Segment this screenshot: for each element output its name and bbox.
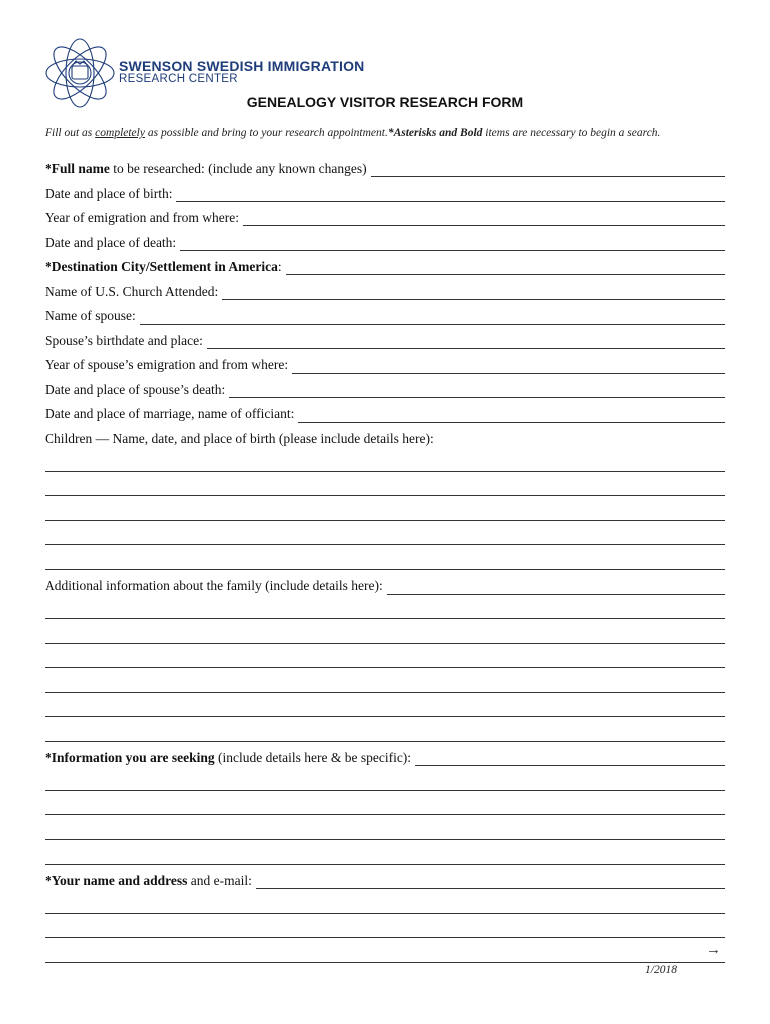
additional-line[interactable] (45, 623, 725, 648)
seeking-field (45, 746, 725, 771)
org-name: SWENSON SWEDISH IMMIGRATION (119, 58, 365, 74)
emigration-field (45, 206, 725, 231)
children-label: Children — Name, date, and place of birth (please include details here): (45, 431, 434, 447)
spouse-label: Name of spouse: (45, 308, 136, 324)
destination-input-line[interactable] (286, 259, 725, 275)
spouse-field (45, 304, 725, 329)
emigration-label: Year of emigration and from where: (45, 210, 239, 226)
seeking-line[interactable] (45, 844, 725, 869)
additional-line[interactable] (45, 672, 725, 697)
marriage-field (45, 402, 725, 427)
additional-line[interactable] (45, 599, 725, 624)
death-input-line[interactable] (180, 235, 725, 251)
church-field (45, 280, 725, 305)
additional-label: Additional information about the family (include details here): (45, 578, 383, 594)
destination-field (45, 255, 725, 280)
spouse-birth-label: Spouse’s birthdate and place: (45, 332, 203, 348)
birth-label: Date and place of birth: (45, 185, 173, 201)
death-field (45, 231, 725, 256)
spouse-death-input-line[interactable] (229, 382, 725, 398)
marriage-label: Date and place of marriage, name of officiant: (45, 406, 295, 422)
spouse-death-label: Date and place of spouse’s death: (45, 381, 226, 397)
your-name-input-line[interactable] (256, 873, 725, 889)
birth-input-line[interactable] (176, 186, 725, 202)
additional-line[interactable] (45, 648, 725, 673)
children-line[interactable] (45, 501, 725, 526)
seeking-label: *Information you are seeking (include details here & be specific): (45, 750, 412, 766)
full-name-input-line[interactable] (371, 161, 725, 177)
spouse-birth-input-line[interactable] (207, 333, 725, 349)
children-line[interactable] (45, 550, 725, 575)
your-name-line[interactable] (45, 943, 725, 968)
full-name-label: *Full name to be researched: (include any known changes) (45, 161, 367, 176)
birth-field (45, 182, 725, 207)
additional-field (45, 574, 725, 599)
destination-label: *Destination City/Settlement in America: (45, 259, 282, 275)
revision-date: 1/2018 (645, 964, 677, 976)
spouse-emigration-field (45, 353, 725, 378)
page-title: GENEALOGY VISITOR RESEARCH FORM (246, 94, 524, 110)
arrow-right-icon: → (706, 942, 721, 958)
emigration-input-line[interactable] (243, 210, 725, 226)
children-line[interactable] (45, 525, 725, 550)
spouse-birth-field (45, 329, 725, 354)
seeking-line[interactable] (45, 795, 725, 820)
instructions: Fill out as completely as possible and bring to your research appointment.*Asterisks and Bold items are necessary to begin a search. (45, 127, 661, 139)
org-subtitle: RESEARCH CENTER (119, 73, 238, 85)
additional-input-line[interactable] (387, 579, 725, 595)
spouse-input-line[interactable] (140, 309, 725, 325)
spouse-emigration-input-line[interactable] (292, 358, 725, 374)
your-name-line[interactable] (45, 918, 725, 943)
children-line[interactable] (45, 476, 725, 501)
form-fields (45, 157, 725, 967)
spouse-emigration-label: Year of spouse’s emigration and from where: (45, 357, 289, 373)
full-name-field (45, 157, 725, 182)
your-name-field (45, 869, 725, 894)
your-name-label: *Your name and address and e-mail: (45, 872, 252, 888)
church-input-line[interactable] (222, 284, 725, 300)
seeking-input-line[interactable] (415, 750, 725, 766)
children-line[interactable] (45, 452, 725, 477)
seeking-line[interactable] (45, 771, 725, 796)
additional-line[interactable] (45, 697, 725, 722)
seeking-line[interactable] (45, 820, 725, 845)
death-label: Date and place of death: (45, 234, 177, 250)
your-name-line[interactable] (45, 893, 725, 918)
church-label: Name of U.S. Church Attended: (45, 283, 219, 299)
marriage-input-line[interactable] (298, 407, 725, 423)
children-field (45, 427, 725, 452)
spouse-death-field (45, 378, 725, 403)
additional-line[interactable] (45, 722, 725, 747)
